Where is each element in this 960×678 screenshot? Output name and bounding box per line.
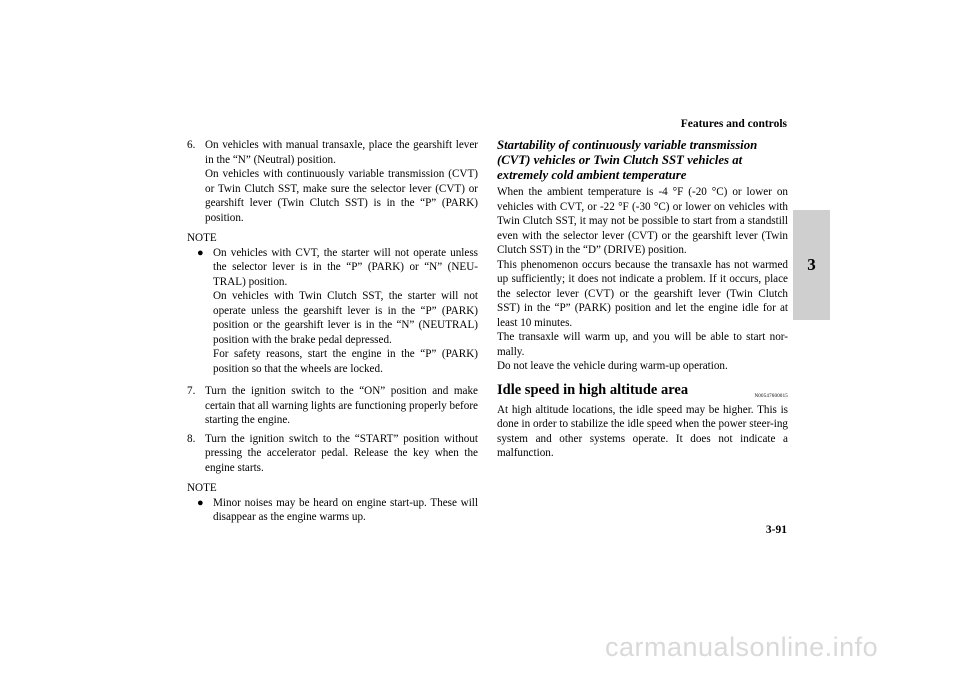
step-8 (187, 432, 478, 476)
note-2-label: NOTE (187, 482, 217, 494)
step-8-number: 8. (187, 432, 196, 445)
note-1-text-3: For safety reasons, start the engine in the “P” (PARK) position so that the wheels are locked. (213, 348, 478, 375)
startability-paragraph: This phenomenon occurs because the transaxle has not warmed up sufficiently; it does not indicate a problem. If it occurs, place the selector lever (CVT) or the gearshift lever (Twin Clutch SST) in the “P” (PARK) position and let the engine idle for at least 10 minutes. (497, 258, 788, 329)
bullet-icon: ● (197, 246, 204, 259)
right-column (497, 138, 788, 461)
step-7-number: 7. (187, 385, 196, 397)
step-6-text-2: On vehicles with continuously variable transmission (CVT) or Twin Clutch SST, make sure the selector lever (CVT) or gearshift lever (Twin Clutch SST) is in the “P” (PARK) position. (205, 168, 478, 224)
startability-paragraph: The transaxle will warm up, and you will be able to start nor-mally. (497, 331, 788, 358)
startability-body (497, 185, 788, 374)
step-6-number: 6. (187, 139, 196, 151)
idle-heading-row (497, 383, 788, 400)
step-7 (187, 384, 478, 428)
idle-reference-code: N00547600015 (754, 393, 788, 399)
note-1-label: NOTE (187, 232, 217, 244)
startability-title: Startability of continuously variable transmission (CVT) vehicles or Twin Clutch SST vehicles at extremely cold ambient temperature (497, 138, 758, 182)
note-1-text-2: On vehicles with Twin Clutch SST, the starter will not operate unless the gearshift lever is in the “P” (PARK) position or the gearshift lever is in the “N” (NEUTRAL) position with the brake pedal depressed. (213, 290, 478, 346)
step-8-text: Turn the ignition switch to the “START” position without pressing the accelerator pedal. Release the key when the engine starts. (205, 432, 478, 474)
idle-body (497, 403, 788, 461)
note-1 (187, 246, 478, 377)
chapter-number: 3 (807, 255, 816, 274)
note-2 (187, 496, 478, 525)
bullet-icon: ● (197, 496, 204, 509)
running-header: Features and controls (680, 118, 787, 130)
idle-heading: Idle speed in high altitude area (497, 381, 689, 398)
note-1-text-1: On vehicles with CVT, the starter will not operate unless the selector lever is in the “P” (PARK) or “N” (NEU-TRAL) position. (213, 246, 478, 288)
startability-paragraph: When the ambient temperature is -4 °F (-20 °C) or lower on vehicles with CVT, or -22 °F (-30 °C) or lower on vehicles with Twin Clutch SST, it may not be possible to start from a standstill even with the selector lever (CVT) or the gearshift lever (Twin Clutch SST) in the “D” (DRIVE) position. (497, 186, 788, 256)
watermark: carmanualsonline.info (605, 632, 879, 662)
step-7-text: Turn the ignition switch to the “ON” position and make certain that all warning lights are functioning properly before starting the engine. (205, 385, 478, 426)
step-6 (187, 138, 478, 225)
step-6-text-1: On vehicles with manual transaxle, place the gearshift lever in the “N” (Neutral) position. (205, 139, 478, 166)
startability-paragraph: Do not leave the vehicle during warm-up operation. (497, 360, 728, 372)
chapter-tab (793, 210, 830, 320)
note-2-text: Minor noises may be heard on engine start-up. These will disappear as the engine warms up. (213, 496, 478, 523)
idle-paragraph: At high altitude locations, the idle speed may be higher. This is done in order to stabilize the idle speed when the power steer-ing system and other systems operate. It does not indicate a malfunction. (497, 403, 788, 459)
left-column (187, 138, 478, 533)
page-number: 3-91 (765, 524, 787, 536)
